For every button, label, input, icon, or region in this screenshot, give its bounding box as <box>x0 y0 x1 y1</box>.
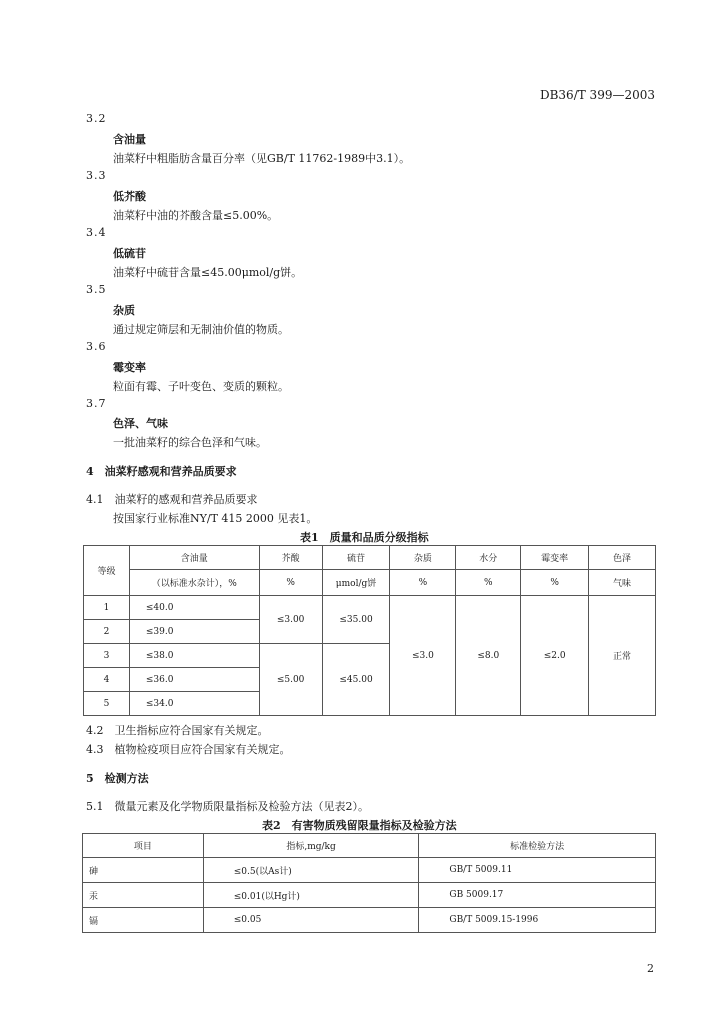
glucosinolate-cell: ≤35.00 <box>322 596 390 644</box>
header-impurity: 杂质 <box>390 546 456 570</box>
term-number: 3.7 <box>86 397 107 410</box>
term-definition: 通过规定筛层和无制油价值的物质。 <box>113 323 289 336</box>
grade-cell: 2 <box>84 620 130 644</box>
table-caption: 表2 有害物质残留限量指标及检验方法 <box>262 819 457 832</box>
glucosinolate-cell: ≤45.00 <box>322 644 390 716</box>
header-erucic-unit: % <box>259 570 322 596</box>
oil-cell: ≤34.0 <box>129 692 259 716</box>
header-erucic: 芥酸 <box>259 546 322 570</box>
term-number: 3.3 <box>86 169 107 182</box>
limit-cell: ≤0.05 <box>203 908 419 933</box>
header-moisture-unit: % <box>456 570 521 596</box>
grade-cell: 5 <box>84 692 130 716</box>
oil-cell: ≤40.0 <box>129 596 259 620</box>
table-caption: 表1 质量和品质分级指标 <box>300 531 429 544</box>
term-number: 3.6 <box>86 340 107 353</box>
header-oil-unit: （以标准水杂计），% <box>129 570 259 596</box>
grade-cell: 3 <box>84 644 130 668</box>
term-title: 色泽、气味 <box>113 417 168 430</box>
subsection-heading: 4.3 植物检疫项目应符合国家有关规定。 <box>86 743 291 756</box>
erucic-cell: ≤3.00 <box>259 596 322 644</box>
term-definition: 粒面有霉、子叶变色、变质的颗粒。 <box>113 380 289 393</box>
term-title: 杂质 <box>113 304 135 317</box>
header-impurity-unit: % <box>390 570 456 596</box>
oil-cell: ≤36.0 <box>129 668 259 692</box>
item-cell: 镉 <box>83 908 204 933</box>
term-definition: 油菜籽中硫苷含量≤45.00μmol/g饼。 <box>113 266 303 279</box>
method-cell: GB 5009.17 <box>419 883 656 908</box>
method-cell: GB/T 5009.11 <box>419 858 656 883</box>
term-title: 低芥酸 <box>113 190 146 203</box>
section-heading: 4 油菜籽感观和营养品质要求 <box>86 465 237 478</box>
item-cell: 汞 <box>83 883 204 908</box>
grade-cell: 4 <box>84 668 130 692</box>
header-glucosinolate: 硫苷 <box>322 546 390 570</box>
header-mold: 霉变率 <box>521 546 589 570</box>
page-number: 2 <box>647 962 654 975</box>
oil-cell: ≤39.0 <box>129 620 259 644</box>
header-moisture: 水分 <box>456 546 521 570</box>
header-item: 项目 <box>83 834 204 858</box>
header-method: 标准检验方法 <box>419 834 656 858</box>
item-cell: 砷 <box>83 858 204 883</box>
impurity-cell: ≤3.0 <box>390 596 456 716</box>
subsection-heading: 5.1 微量元素及化学物质限量指标及检验方法（见表2）。 <box>86 800 369 813</box>
term-definition: 油菜籽中粗脂肪含量百分率（见GB/T 11762-1989中3.1）。 <box>113 152 411 165</box>
header-grade: 等级 <box>84 546 130 596</box>
header-limit: 指标,mg/kg <box>203 834 419 858</box>
erucic-cell: ≤5.00 <box>259 644 322 716</box>
subsection-heading: 4.1 油菜籽的感观和营养品质要求 <box>86 493 258 506</box>
term-number: 3.4 <box>86 226 107 239</box>
header-glucosinolate-unit: μmol/g饼 <box>322 570 390 596</box>
quality-grade-table <box>83 545 656 716</box>
limit-cell: ≤0.5(以As计) <box>203 858 419 883</box>
header-color: 色泽 <box>589 546 656 570</box>
color-cell: 正常 <box>589 596 656 716</box>
grade-cell: 1 <box>84 596 130 620</box>
residue-limit-table <box>82 833 656 933</box>
section-heading: 5 检测方法 <box>86 772 149 785</box>
term-definition: 油菜籽中油的芥酸含量≤5.00%。 <box>113 209 279 222</box>
subsection-heading: 4.2 卫生指标应符合国家有关规定。 <box>86 724 269 737</box>
limit-cell: ≤0.01(以Hg计) <box>203 883 419 908</box>
term-title: 含油量 <box>113 133 146 146</box>
term-number: 3.5 <box>86 283 107 296</box>
oil-cell: ≤38.0 <box>129 644 259 668</box>
method-cell: GB/T 5009.15-1996 <box>419 908 656 933</box>
term-number: 3.2 <box>86 112 107 125</box>
header-odor: 气味 <box>589 570 656 596</box>
term-definition: 一批油菜籽的综合色泽和气味。 <box>113 436 267 449</box>
paragraph: 按国家行业标准NY/T 415 2000 见表1。 <box>113 512 318 525</box>
document-id: DB36/T 399—2003 <box>539 88 655 102</box>
term-title: 低硫苷 <box>113 247 146 260</box>
header-oil: 含油量 <box>129 546 259 570</box>
moisture-cell: ≤8.0 <box>456 596 521 716</box>
term-title: 霉变率 <box>113 361 146 374</box>
mold-cell: ≤2.0 <box>521 596 589 716</box>
header-mold-unit: % <box>521 570 589 596</box>
